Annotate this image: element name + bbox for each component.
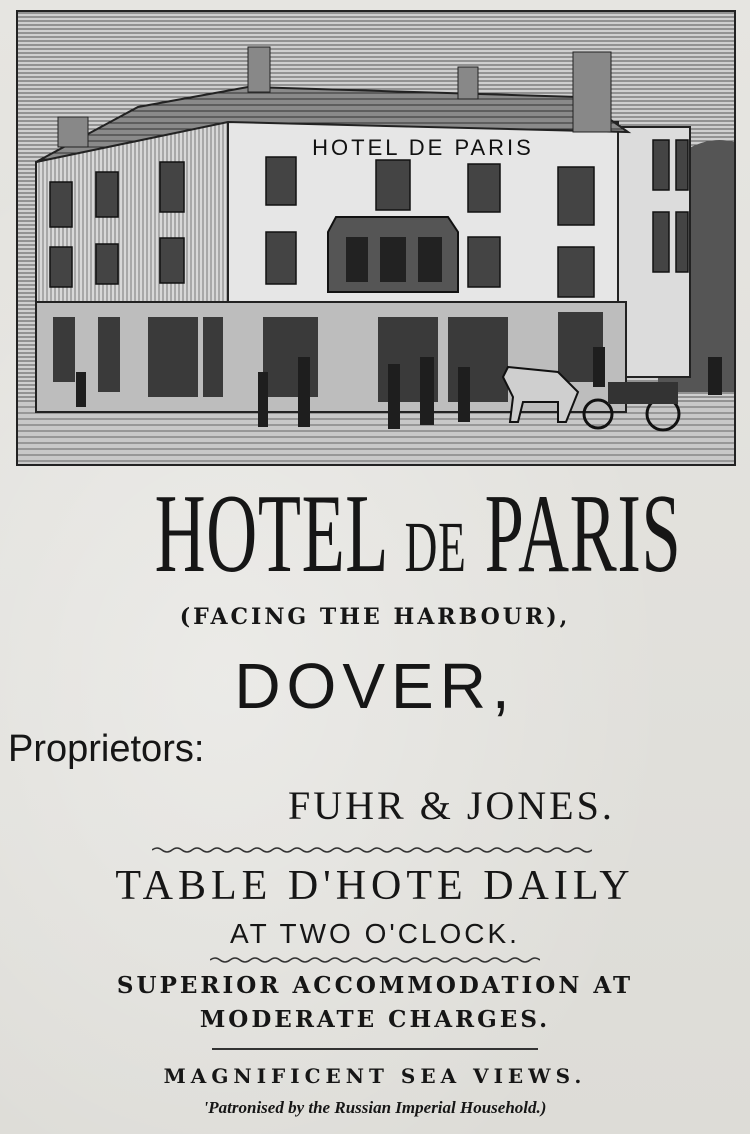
divider-rule: [212, 1048, 538, 1050]
town-name: DOVER,: [234, 650, 516, 722]
svg-text:HOTEL DE PARIS: HOTEL DE PARIS: [312, 135, 534, 160]
accommodation-line-1: SUPERIOR ACCOMMODATION AT: [116, 972, 634, 999]
proprietors-label: Proprietors:: [8, 728, 205, 770]
table-dhote-heading: TABLE D'HOTE DAILY: [115, 863, 635, 909]
hotel-engraving-illustration: [16, 10, 736, 466]
table-dhote-time: AT TWO O'CLOCK.: [230, 918, 520, 949]
proprietors-names: FUHR & JONES.: [288, 783, 615, 828]
wavy-divider-2: [210, 956, 540, 964]
hotel-title: [0, 472, 750, 596]
hotel-building-icon: [18, 12, 734, 464]
wavy-divider: [152, 846, 592, 854]
hotel-title-text: HOTEL DE PARIS: [154, 472, 682, 596]
sea-views-text: MAGNIFICENT SEA VIEWS.: [163, 1064, 587, 1088]
facing-harbour-text: (FACING THE HARBOUR),: [179, 604, 571, 630]
accommodation-line-2: MODERATE CHARGES.: [199, 1006, 551, 1033]
patronage-text: 'Patronised by the Russian Imperial Household.): [203, 1098, 547, 1117]
